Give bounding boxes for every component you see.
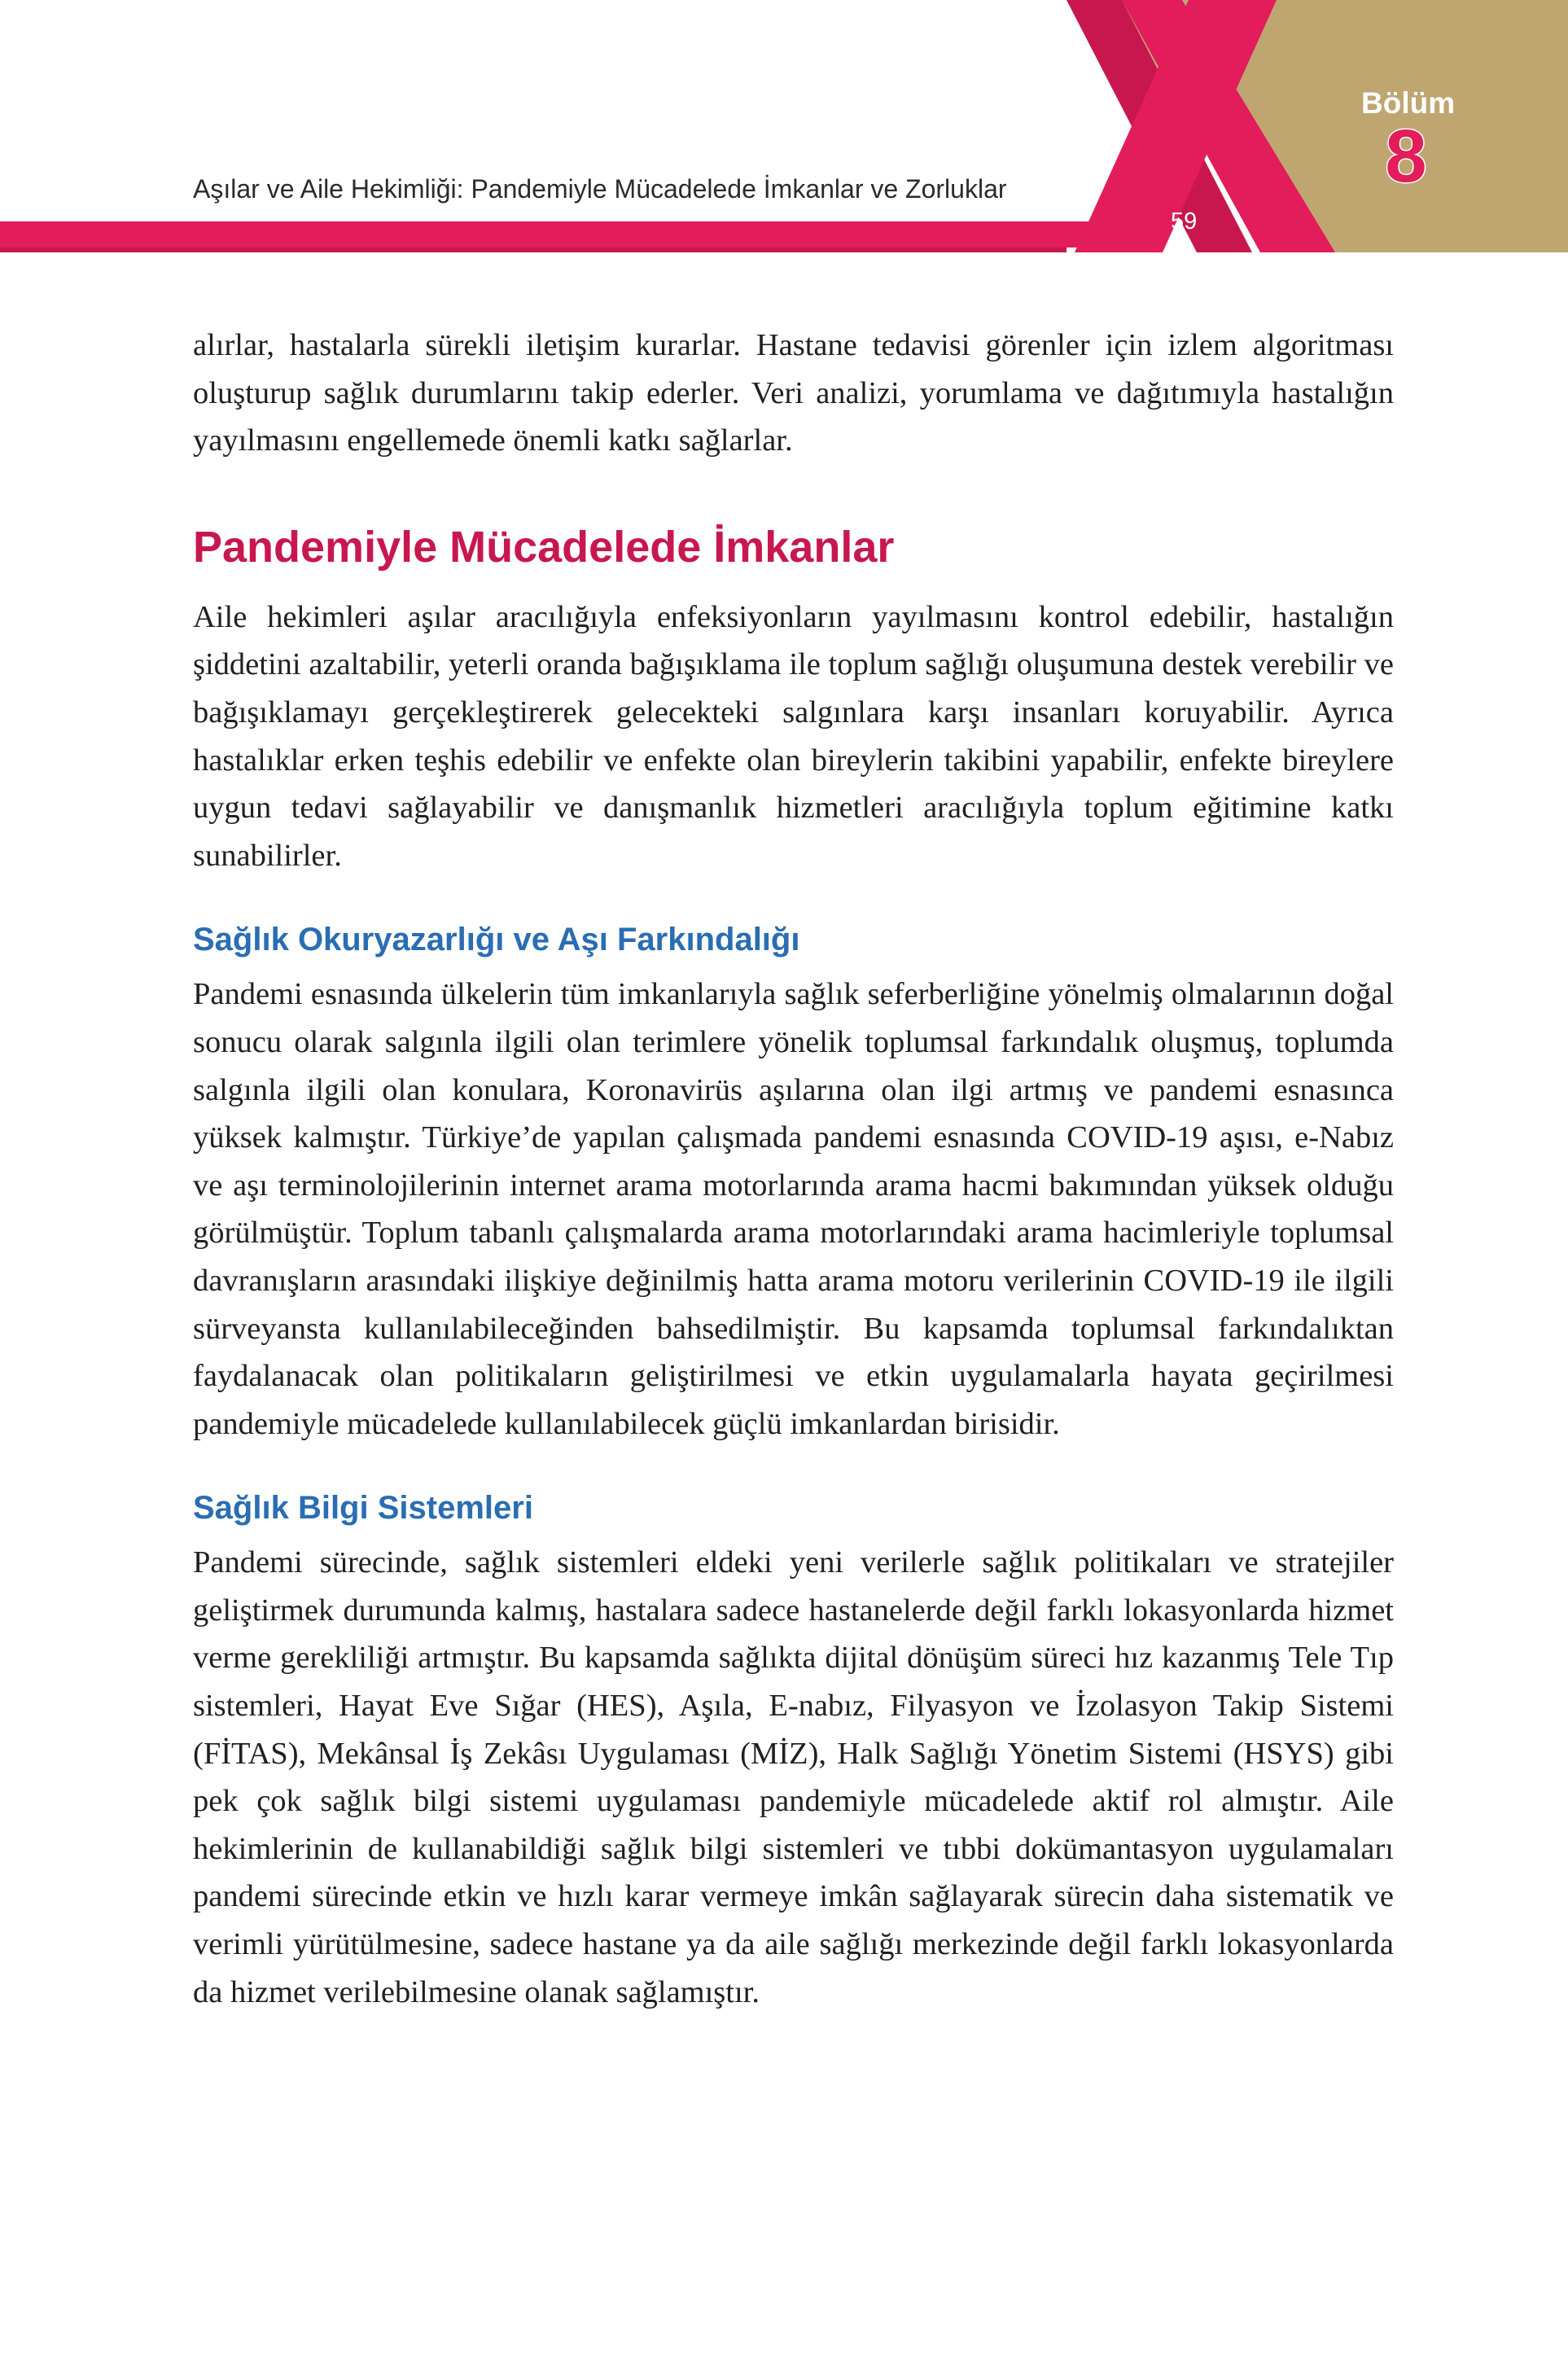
running-title: Aşılar ve Aile Hekimliği: Pandemiyle Mücadelede İmkanlar ve Zorluklar <box>193 174 1007 204</box>
page-content <box>193 322 1394 2016</box>
subsection-paragraph-health-literacy: Pandemi esnasında ülkelerin tüm imkanlarıyla sağlık seferberliğine yönelmiş olmalarının doğal sonucu olarak salgınla ilgili olan terimlere yönelik toplumsal farkındalık oluşmuş, toplumda salgınla ilgili olan konulara, Koronavirüs aşılarına olan ilgi artmış ve pandemi esnasınca yüksek kalmıştır. Türkiye’de yapılan çalışmada pandemi esnasında COVID-19 aşısı, e-Nabız ve aşı terminolojilerinin internet arama motorlarında arama hacmi bakımından yüksek olduğu görülmüştür. Toplum tabanlı çalışmalarda arama motorlarındaki arama hacimleriyle toplumsal davranışların arasındaki ilişkiye değinilmiş hatta arama motoru verilerinin COVID-19 ile ilgili sürveyansta kullanılabileceğinden bahsedilmiştir. Bu kapsamda toplumsal farkındalıktan faydalanacak olan politikaların geliştirilmesi ve etkin uygulamalarla hayata geçirilmesi pandemiyle mücadelede kullanılabilecek güçlü imkanlardan birisidir. <box>193 977 1394 1441</box>
section-title: Pandemiyle Mücadelede İmkanlar <box>193 522 895 572</box>
header-decoration <box>0 0 1568 252</box>
subsection-paragraph-health-info-systems: Pandemi sürecinde, sağlık sistemleri eldeki yeni verilerle sağlık politikaları ve stratejiler geliştirmek durumunda kalmış, hastalara sadece hastanelerde değil farklı lokasyonlarda hizmet verme gerekliliği artmıştır. Bu kapsamda sağlıkta dijital dönüşüm süreci hız kazanmış Tele Tıp sistemleri, Hayat Eve Sığar (HES), Aşıla, E-nabız, Filyasyon ve İzolasyon Takip Sistemi (FİTAS), Mekânsal İş Zekâsı Uygulaması (MİZ), Halk Sağlığı Yönetim Sistemi (HSYS) gibi pek çok sağlık bilgi sistemi uygulaması pandemiyle mücadelede aktif rol almıştır. Aile hekimlerinin de kullanabildiği sağlık bilgi sistemleri ve tıbbi dokümantasyon uygulamaları pandemi sürecinde etkin ve hızlı karar vermeye imkân sağlayarak sürecin daha sistematik ve verimli yürütülmesine, sadece hastane ya da aile sağlığı merkezinde değil farklı lokasyonlarda da hizmet verilebilmesine olanak sağlamıştır. <box>193 1545 1394 2009</box>
page-number: 59 <box>1171 208 1198 234</box>
chapter-number: 8 <box>1385 115 1427 198</box>
page-header <box>0 0 1568 252</box>
subsection-title-health-info-systems: Sağlık Bilgi Sistemleri <box>193 1490 533 1527</box>
subsection-title-health-literacy: Sağlık Okuryazarlığı ve Aşı Farkındalığı <box>193 922 800 958</box>
chapter-label: Bölüm <box>1361 86 1456 120</box>
intro-paragraph: alırlar, hastalarla sürekli iletişim kurarlar. Hastane tedavisi görenler için izlem algoritması oluşturup sağlık durumlarını takip ederler. Veri analizi, yorumlama ve dağıtımıyla hastalığın yayılmasını engellemede önemli katkı sağlarlar. <box>193 328 1394 458</box>
section-paragraph: Aile hekimleri aşılar aracılığıyla enfeksiyonların yayılmasını kontrol edebilir, hastalığın şiddetini azaltabilir, yeterli oranda bağışıklama ile toplum sağlığı oluşumuna destek verebilir ve bağışıklamayı gerçekleştirerek gelecekteki salgınlara karşı insanları koruyabilir. Ayrıca hastalıklar erken teşhis edebilir ve enfekte olan bireylerin takibini yapabilir, enfekte bireylere uygun tedavi sağlayabilir ve danışmanlık hizmetleri aracılığıyla toplum eğitimine katkı sunabilirler. <box>193 599 1394 873</box>
